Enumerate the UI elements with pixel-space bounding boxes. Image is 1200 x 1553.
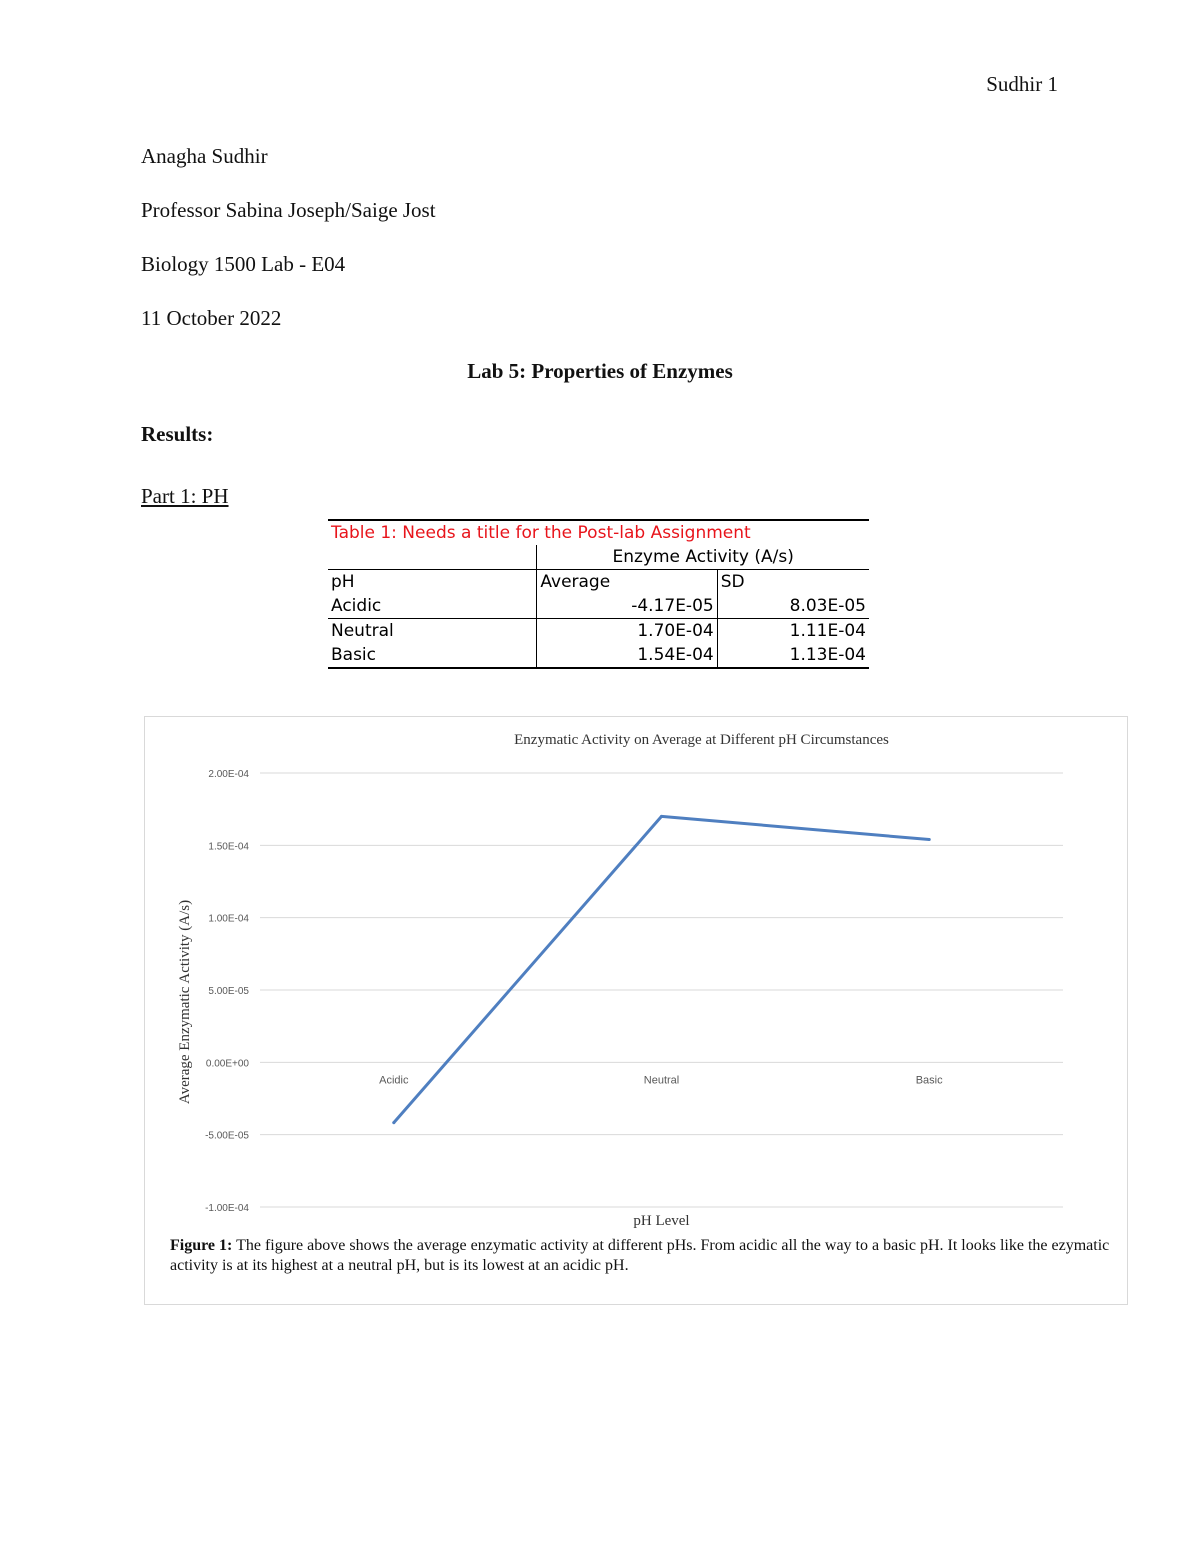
y-tick-label: 1.00E-04 [208, 913, 249, 925]
y-tick-label: 1.50E-04 [208, 841, 249, 853]
table-cell-average: 1.70E-04 [537, 619, 717, 644]
y-tick-label: 0.00E+00 [205, 1058, 249, 1070]
table-caption: Table 1: Needs a title for the Post-lab Assignment [328, 520, 869, 545]
y-tick-label: 2.00E-04 [208, 769, 249, 780]
data-point [392, 1121, 395, 1124]
part-heading: Part 1: PH [141, 484, 229, 508]
table-cell-ph: Neutral [331, 621, 394, 641]
course-name: Biology 1500 Lab - E04 [141, 252, 346, 276]
table-cell-sd: 1.11E-04 [717, 619, 869, 644]
table-row [328, 594, 869, 619]
x-tick-label: Acidic [379, 1074, 409, 1087]
table-cell-average: -4.17E-05 [537, 594, 717, 619]
y-axis-label: Average Enzymatic Activity (A/s) [177, 899, 193, 1105]
table-cell-ph: Basic [328, 643, 537, 668]
x-axis-label: pH Level [633, 1213, 690, 1229]
figure-caption-text: The figure above shows the average enzymatic activity at different pHs. From acidic all the way to a basic pH. It looks like the ezymatic activity is at its highest at a neutral pH, but is its lowest at an acidic pH. [170, 1237, 1110, 1274]
results-heading: Results: [141, 422, 214, 446]
y-tick-label: 5.00E-05 [208, 986, 249, 997]
running-head: Sudhir 1 [986, 72, 1058, 96]
y-tick-label: -1.00E-04 [205, 1203, 249, 1214]
table-header-ph: pH [331, 572, 355, 592]
table-header-average: Average [537, 570, 717, 595]
x-tick-label: Neutral [643, 1074, 680, 1087]
line-chart [145, 717, 1127, 1304]
table-row [328, 643, 869, 668]
table-cell-sd: 1.13E-04 [717, 643, 869, 668]
figure-caption-label: Figure 1: [170, 1237, 233, 1254]
professor-name: Professor Sabina Joseph/Saige Jost [141, 198, 436, 222]
date: 11 October 2022 [141, 306, 282, 330]
page-title: Lab 5: Properties of Enzymes [467, 359, 733, 383]
figure-caption [170, 1236, 1110, 1276]
data-table [328, 519, 869, 669]
y-tick-label: -5.00E-05 [205, 1130, 249, 1142]
author-name: Anagha Sudhir [141, 144, 268, 168]
table-row [328, 619, 869, 644]
table-group-header: Enzyme Activity (A/s) [537, 545, 869, 570]
table-cell-sd: 8.03E-05 [717, 594, 869, 619]
data-point [660, 815, 663, 818]
x-tick-label: Basic [915, 1074, 943, 1087]
chart-figure [144, 716, 1128, 1305]
table-cell-average: 1.54E-04 [537, 643, 717, 668]
data-point [928, 838, 931, 841]
chart-title: Enzymatic Activity on Average at Different pH Circumstances [514, 732, 889, 748]
table-header-sd: SD [717, 570, 869, 595]
table-cell-ph: Acidic [328, 594, 537, 619]
